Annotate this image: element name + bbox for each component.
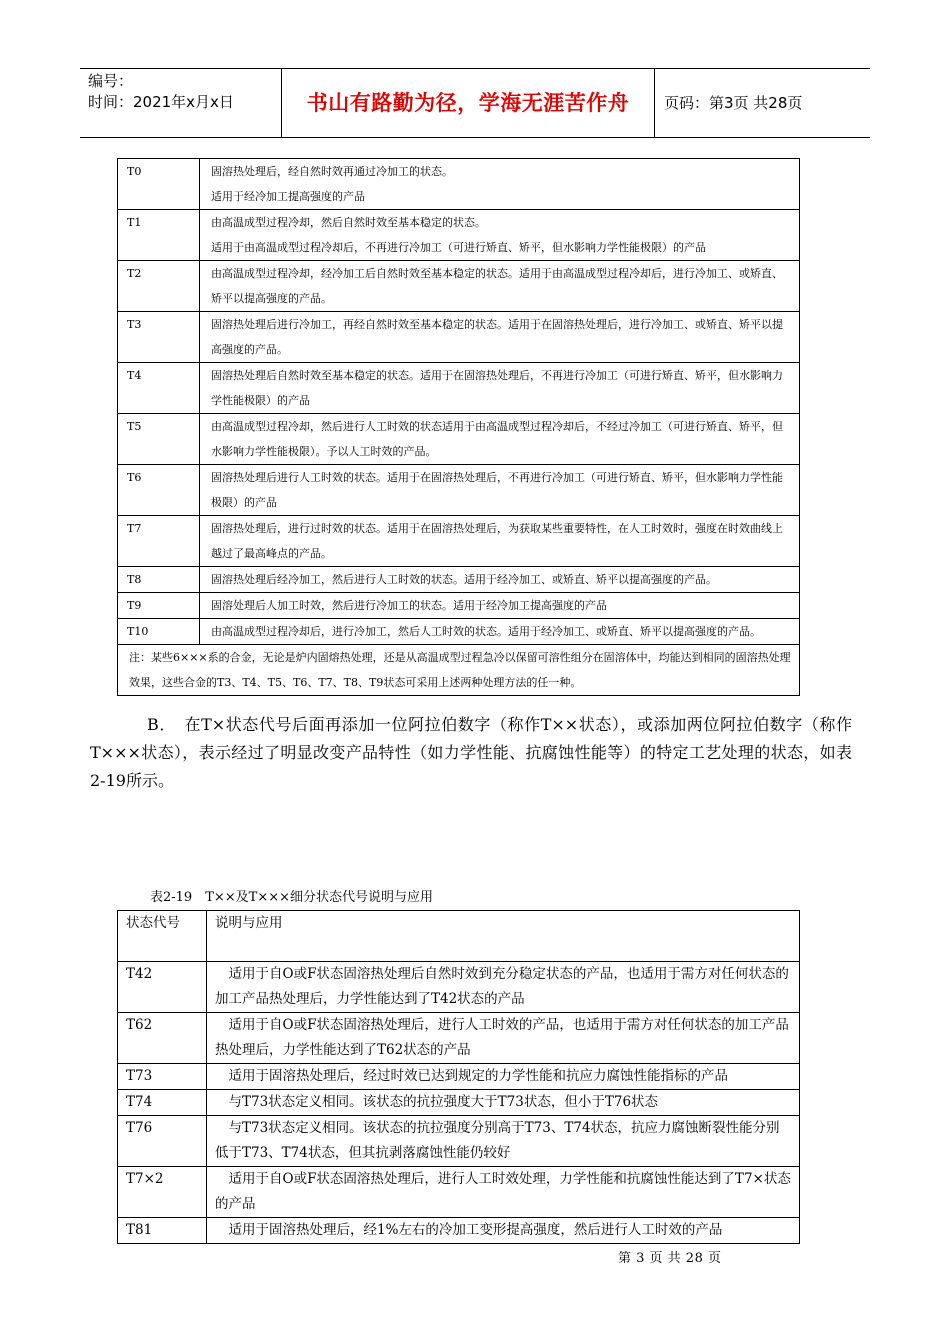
table-row <box>118 363 800 414</box>
table-row <box>118 210 800 261</box>
temper-description: 固溶热处理后进行人工时效的状态。适用于在固溶热处理后，不再进行冷加工（可进行矫直、矫平，但水影响力学性能极限）的产品 <box>200 465 800 516</box>
temper-code: T81 <box>118 1218 207 1244</box>
document-number-label: 编号： <box>88 72 134 90</box>
temper-code: T2 <box>118 261 200 312</box>
temper-code: T6 <box>118 465 200 516</box>
header-page-info: 页码：第3页 共28页 <box>664 94 803 112</box>
temper-description: 与T73状态定义相同。该状态的抗拉强度分别高于T73、T74状态，抗应力腐蚀断裂性能分别低于T73、T74状态，但其抗剥落腐蚀性能仍较好 <box>207 1116 800 1167</box>
temper-description: 固溶热处理后，经自然时效再通过冷加工的状态。 适用于经冷加工提高强度的产品 <box>200 159 800 210</box>
table-row <box>118 261 800 312</box>
temper-code: T76 <box>118 1116 207 1167</box>
table-row <box>118 1116 800 1167</box>
table-row <box>118 465 800 516</box>
header-motto: 书山有路勤为径，学海无涯苦作舟 <box>282 69 655 137</box>
temper-description: 与T73状态定义相同。该状态的抗拉强度大于T73状态，但小于T76状态 <box>207 1090 800 1116</box>
table-note: 注：某些6×××系的合金，无论是炉内固熔热处理，还是从高温成型过程急冷以保留可溶性组分在固溶体中，均能达到相同的固溶热处理效果，这些合金的T3、T4、T5、T6、T7、T8、T9状态可采用上述两种处理方法的任一种。 <box>118 645 800 696</box>
document-date: 时间：2021年x月x日 <box>88 93 234 111</box>
temper-code: T42 <box>118 962 207 1013</box>
temper-code: T62 <box>118 1013 207 1064</box>
temper-code: T73 <box>118 1064 207 1090</box>
page-footer: 第 3 页 共 28 页 <box>618 1251 722 1266</box>
temper-code: T4 <box>118 363 200 414</box>
header-desc: 说明与应用 <box>207 911 800 962</box>
temper-code: T5 <box>118 414 200 465</box>
header-meta <box>80 69 282 137</box>
table-row <box>118 312 800 363</box>
table-row <box>118 1218 800 1244</box>
table-header-row <box>118 911 800 962</box>
table-row <box>118 619 800 645</box>
temper-code: T1 <box>118 210 200 261</box>
temper-description: 由高温成型过程冷却，然后进行人工时效的状态适用于由高温成型过程冷却后，不经过冷加工（可进行矫直、矫平，但水影响力学性能极限）。予以人工时效的产品。 <box>200 414 800 465</box>
temper-description: 固溶热处理后，进行过时效的状态。适用于在固溶热处理后，为获取某些重要特性，在人工时效时，强度在时效曲线上越过了最高峰点的产品。 <box>200 516 800 567</box>
temper-description: 固溶处理后人加工时效，然后进行冷加工的状态。适用于经冷加工提高强度的产品 <box>200 593 800 619</box>
temper-code: T74 <box>118 1090 207 1116</box>
temper-code: T8 <box>118 567 200 593</box>
header-code: 状态代号 <box>118 911 207 962</box>
temper-code: T0 <box>118 159 200 210</box>
table-row <box>118 1013 800 1064</box>
temper-code: T7×2 <box>118 1167 207 1218</box>
temper-code: T10 <box>118 619 200 645</box>
page-header <box>80 68 870 138</box>
temper-description: 适用于自O或F状态固溶热处理后，进行人工时效处理，力学性能和抗腐蚀性能达到了T7×状态的产品 <box>207 1167 800 1218</box>
temper-description: 适用于固溶热处理后，经过时效已达到规定的力学性能和抗应力腐蚀性能指标的产品 <box>207 1064 800 1090</box>
temper-description: 固溶热处理后经冷加工，然后进行人工时效的状态。适用于经冷加工、或矫直、矫平以提高强度的产品。 <box>200 567 800 593</box>
table-row <box>118 414 800 465</box>
temper-description: 由高温成型过程冷却，经冷加工后自然时效至基本稳定的状态。适用于由高温成型过程冷却后，进行冷加工、或矫直、矫平以提高强度的产品。 <box>200 261 800 312</box>
temper-description: 由高温成型过程冷却后，进行冷加工，然后人工时效的状态。适用于经冷加工、或矫直、矫平以提高强度的产品。 <box>200 619 800 645</box>
table-caption: 表2-19 T××及T×××细分状态代号说明与应用 <box>150 890 434 905</box>
table-row <box>118 159 800 210</box>
temper-description: 由高温成型过程冷却，然后自然时效至基本稳定的状态。 适用于由高温成型过程冷却后，不再进行冷加工（可进行矫直、矫平，但水影响力学性能极限）的产品 <box>200 210 800 261</box>
temper-description: 适用于自O或F状态固溶热处理后自然时效到充分稳定状态的产品，也适用于需方对任何状态的加工产品热处理后，力学性能达到了T42状态的产品 <box>207 962 800 1013</box>
temper-description: 适用于固溶热处理后，经1%左右的冷加工变形提高强度，然后进行人工时效的产品 <box>207 1218 800 1244</box>
table-row <box>118 593 800 619</box>
table-row <box>118 1167 800 1218</box>
temper-description: 固溶热处理后进行冷加工，再经自然时效至基本稳定的状态。适用于在固溶热处理后，进行冷加工、或矫直、矫平以提高强度的产品。 <box>200 312 800 363</box>
temper-table <box>117 158 800 696</box>
table-row <box>118 962 800 1013</box>
temper-code: T9 <box>118 593 200 619</box>
table-row <box>118 1090 800 1116</box>
temper-description: 固溶热处理后自然时效至基本稳定的状态。适用于在固溶热处理后，不再进行冷加工（可进行矫直、矫平，但水影响力学性能极限）的产品 <box>200 363 800 414</box>
table-note-row <box>118 645 800 696</box>
table-row <box>118 516 800 567</box>
temper-code: T7 <box>118 516 200 567</box>
subdivision-temper-table <box>117 910 800 1244</box>
temper-code: T3 <box>118 312 200 363</box>
table-row <box>118 567 800 593</box>
body-paragraph: B． 在T×状态代号后面再添加一位阿拉伯数字（称作T××状态），或添加两位阿拉伯数字（称作T×××状态），表示经过了明显改变产品特性（如力学性能、抗腐蚀性能等）的特定工艺处理的状态，如表2-19所示。 <box>90 715 852 790</box>
table-row <box>118 1064 800 1090</box>
temper-description: 适用于自O或F状态固溶热处理后，进行人工时效的产品，也适用于需方对任何状态的加工产品热处理后，力学性能达到了T62状态的产品 <box>207 1013 800 1064</box>
